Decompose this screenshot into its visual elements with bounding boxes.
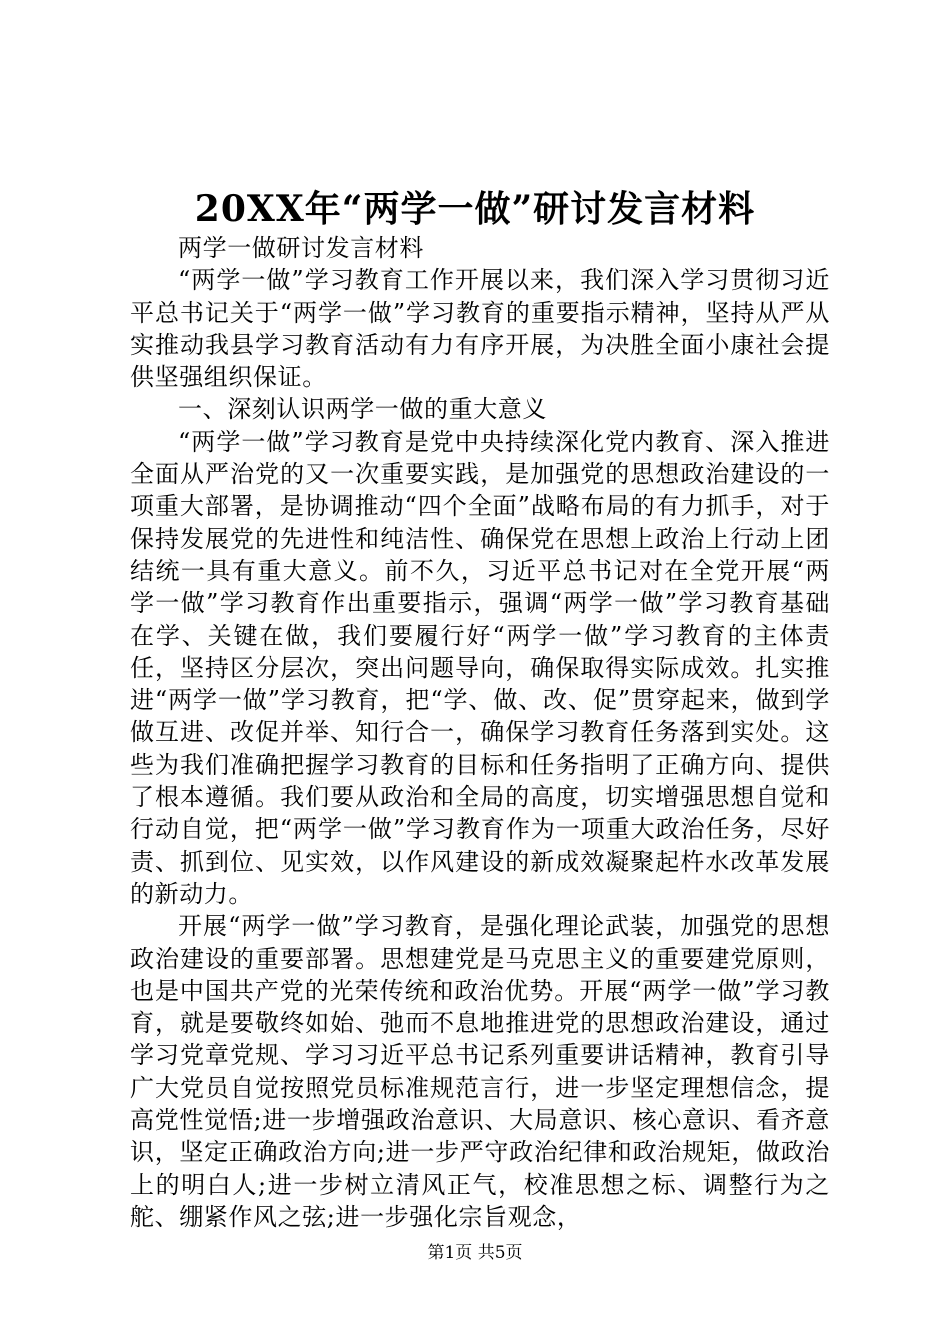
page-footer: 第1页 共5页 (427, 1243, 523, 1263)
paragraph: 开展“两学一做”学习教育，是强化理论武装，加强党的思想政治建设的重要部署。思想建党是马克思主义的重要建党原则，也是中国共产党的光荣传统和政治优势。开展“两学一做”学习教育，就是要敬终如始、弛而不息地推进党的思想政治建设，通过学习党章党规、学习习近平总书记系列重要讲话精神，教育引导广大党员自觉按照党员标准规范言行，进一步坚定理想信念，提高党性觉悟;进一步增强政治意识、大局意识、核心意识、看齐意识，坚定正确政治方向;进一步严守政治纪律和政治规矩，做政治上的明白人;进一步树立清风正气，校准思想之标、调整行为之舵、绷紧作风之弦;进一步强化宗旨观念， (130, 912, 830, 1231)
paragraph: 两学一做研讨发言材料 (178, 234, 424, 262)
document-title: 20XX年“两学一做”研讨发言材料 (194, 188, 756, 230)
document-body (130, 232, 830, 1233)
section-heading: 一、深刻认识两学一做的重大意义 (178, 395, 547, 424)
paragraph: “两学一做”学习教育工作开展以来，我们深入学习贯彻习近平总书记关于“两学一做”学习教育的重要指示精神，坚持从严从实推动我县学习教育活动有力有序开展，为决胜全面小康社会提供坚强组织保证。 (130, 266, 830, 392)
paragraph: “两学一做”学习教育是党中央持续深化党内教育、深入推进全面从严治党的又一次重要实践，是加强党的思想政治建设的一项重大部署，是协调推动“四个全面”战略布局的有力抓手，对于保持发展党的先进性和纯洁性、确保党在思想上政治上行动上团结统一具有重大意义。前不久，习近平总书记对在全党开展“两学一做”学习教育作出重要指示，强调“两学一做”学习教育基础在学、关键在做，我们要履行好“两学一做”学习教育的主体责任，坚持区分层次，突出问题导向，确保取得实际成效。扎实推进“两学一做”学习教育，把“学、做、改、促”贯穿起来，做到学做互进、改促并举、知行合一，确保学习教育任务落到实处。这些为我们准确把握学习教育的目标和任务指明了正确方向、提供了根本遵循。我们要从政治和全局的高度，切实增强思想自觉和行动自觉，把“两学一做”学习教育作为一项重大政治任务，尽好责、抓到位、见实效，以作风建设的新成效凝聚起杵水改革发展的新动力。 (130, 427, 830, 908)
